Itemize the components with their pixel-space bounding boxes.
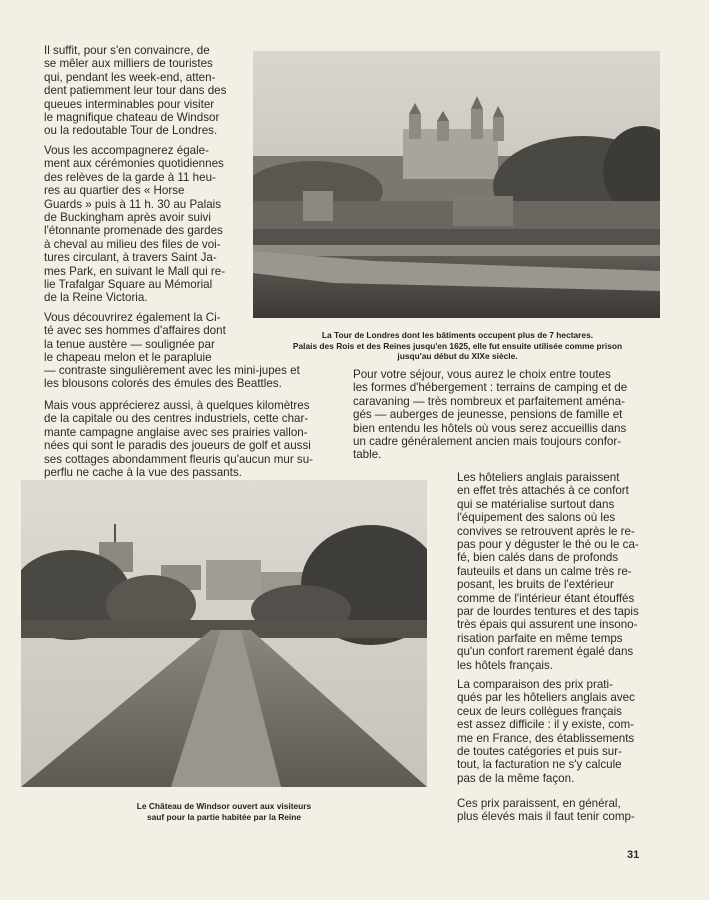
text-line: res au quartier des « Horse	[44, 184, 185, 198]
text-line: tures circulant, à travers Saint Ja-	[44, 251, 217, 265]
paragraph-tourists	[44, 44, 234, 138]
text-line: à cheval au milieu des files de voi-	[44, 237, 221, 251]
text-line: dent patiemment leur tour dans des	[44, 84, 227, 98]
text-line: table.	[353, 448, 382, 462]
caption-line: jusqu'au début du XIXe siècle.	[397, 351, 518, 362]
text-line: ceux de leurs collègues français	[457, 704, 622, 718]
text-line: ses cottages abondamment fleuris qu'aucun mur su-	[44, 452, 314, 466]
text-line: Mais vous apprécierez aussi, à quelques kilomètres	[44, 399, 310, 412]
tower-photo-image	[253, 51, 660, 318]
text-line: convives se retrouvent après le re-	[457, 524, 635, 538]
text-line: perflu ne cache à la vue des passants.	[44, 466, 242, 480]
text-line: — contraste singulièrement avec les mini-jupes et	[44, 364, 300, 377]
text-line: qui, pendant les week-end, atten-	[44, 70, 216, 84]
text-line: lie Trafalgar Square au Mémorial	[44, 278, 213, 292]
windsor-photo-caption	[97, 801, 351, 822]
text-line: risation parfaite en même temps	[457, 631, 623, 645]
caption-line: Le Château de Windsor ouvert aux visiteurs	[136, 801, 312, 811]
text-line: bien entendu les hôtels où vous serez accueillis dans	[353, 421, 627, 435]
text-line: fauteuils et dans un calme très re-	[457, 564, 632, 578]
windsor-castle-photo	[21, 480, 427, 787]
text-line: des relèves de la garde à 11 heu-	[44, 170, 216, 184]
text-line: nées qui sont le paradis des joueurs de golf et aussi	[44, 439, 311, 453]
caption-line: La Tour de Londres dont les bâtiments occupent plus de 7 hectares.	[321, 330, 594, 340]
text-line: gés — auberges de jeunesse, pensions de famille et	[353, 408, 623, 422]
text-line: posant, les bruits de l'extérieur	[457, 578, 614, 592]
text-line: les formes d'hébergement : terrains de camping et de	[353, 381, 628, 395]
paragraph-prices-higher	[457, 797, 659, 824]
text-line: en effet très attachés à ce confort	[457, 484, 629, 498]
text-line: les blousons colorés des émules des Beattles.	[44, 377, 282, 391]
text-line: me en France, des établissements	[457, 731, 635, 745]
text-line: té avec ses hommes d'affaires dont	[44, 324, 226, 338]
text-line: de la Reine Victoria.	[44, 291, 148, 305]
text-line: queues interminables pour visiter	[44, 97, 215, 111]
text-line: qués par les hôteliers anglais avec	[457, 691, 635, 705]
tower-photo-caption	[260, 330, 655, 362]
paragraph-accommodation	[353, 368, 659, 462]
text-line: comme de l'intérieur étant étouffés	[457, 591, 635, 605]
text-line: est assez difficile : il y existe, com-	[457, 718, 634, 732]
text-line: de Buckingham après avoir suivi	[44, 211, 211, 225]
caption-line: Palais des Rois et des Reines jusqu'en 1625, elle fut ensuite utilisée comme prison	[292, 340, 623, 351]
text-line: Guards » puis à 11 h. 30 au Palais	[44, 197, 222, 211]
text-line: ou la redoutable Tour de Londres.	[44, 124, 218, 138]
tower-of-london-photo	[253, 51, 660, 318]
paragraph-city	[44, 311, 234, 365]
text-line: pas pour y déguster le thé ou le ca-	[457, 538, 639, 552]
text-line: plus élevés mais il faut tenir comp-	[457, 810, 635, 824]
text-line: Il suffit, pour s'en convaincre, de	[44, 44, 210, 57]
text-line: mante campagne anglaise avec ses prairies vallon-	[44, 425, 308, 439]
text-line: de toutes catégories et puis sur-	[457, 745, 622, 759]
text-line: l'équipement des salons où les	[457, 511, 616, 525]
text-line: l'étonnante promenade des gardes	[44, 224, 223, 238]
text-line: tout, la facturation ne s'y calcule	[457, 758, 622, 772]
text-line: de la capitale ou des centres industriels, cette char-	[44, 412, 309, 426]
text-line: un cadre généralement ancien mais toujours confor-	[353, 435, 622, 449]
text-line: par de lourdes tentures et des tapis	[457, 605, 639, 619]
paragraph-countryside	[44, 399, 336, 479]
text-line: La comparaison des prix prati-	[457, 678, 613, 691]
text-line: pas de la même façon.	[457, 771, 575, 785]
text-line: qui se matérialise surtout dans	[457, 497, 615, 511]
text-line: la tenue austère — soulignée par	[44, 337, 215, 351]
page-number: 31	[627, 849, 640, 861]
windsor-photo-image	[21, 480, 427, 787]
text-line: ment aux cérémonies quotidiennes	[44, 157, 224, 171]
paragraph-ceremonies	[44, 144, 234, 305]
text-line: mes Park, en suivant le Mall qui re-	[44, 264, 226, 278]
text-line: se mêler aux milliers de touristes	[44, 57, 213, 71]
paragraph-hotels	[457, 471, 659, 672]
text-line: Les hôteliers anglais paraissent	[457, 471, 620, 484]
text-line: Pour votre séjour, vous aurez le choix entre toutes	[353, 368, 611, 381]
text-line: qu'un confort rarement égalé dans	[457, 645, 634, 659]
text-line: le chapeau melon et le parapluie	[44, 351, 212, 365]
text-line: fé, bien calés dans de profonds	[457, 551, 619, 565]
text-line: les hôtels français.	[457, 658, 554, 672]
text-line: très épais qui assurent une insono-	[457, 618, 638, 632]
text-line: le magnifique chateau de Windsor	[44, 111, 220, 125]
text-line: caravaning — très nombreux et parfaitement aména-	[353, 394, 625, 408]
caption-line: sauf pour la partie habitée par la Reine	[146, 811, 302, 822]
text-line: Ces prix paraissent, en général,	[457, 797, 621, 810]
text-line: Vous les accompagnerez égale-	[44, 144, 209, 157]
text-line: Vous découvrirez également la Ci-	[44, 311, 221, 324]
paragraph-prices	[457, 678, 659, 785]
paragraph-city-continued	[44, 364, 324, 391]
